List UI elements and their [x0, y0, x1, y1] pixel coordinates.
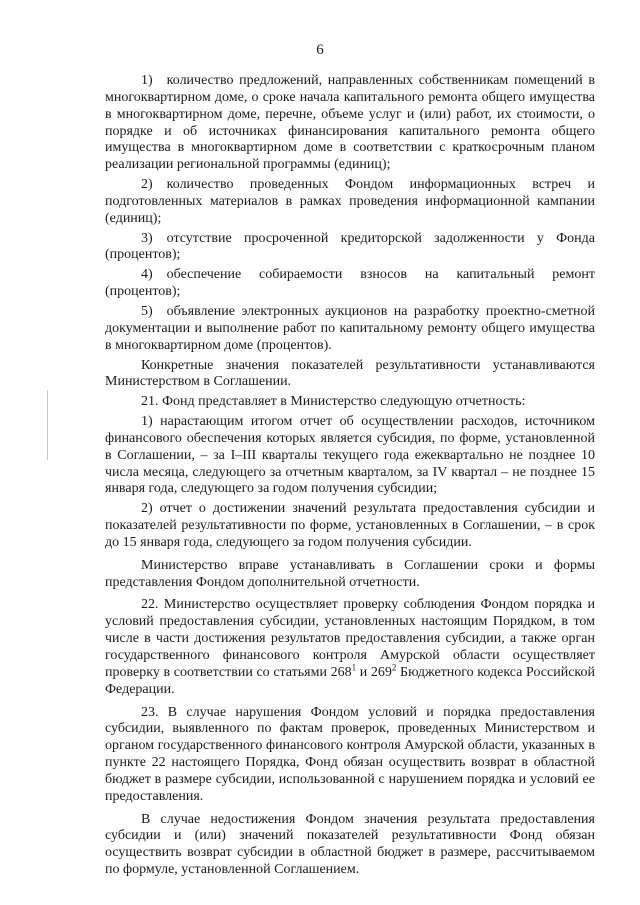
- paragraph-refund: В случае недостижения Фондом значения результата предоставления субсидии и (или) значений показателей результативности Фонд обязан осуществить возврат субсидии в областной бюджет в размере, рассчитываемом по формуле, установленной Соглашением.: [105, 811, 595, 878]
- paragraph-22-text-a: 22. Министерство осуществляет проверку соблюдения Фондом порядка и условий предоставления субсидии, установленных настоящим Порядком, в том числе в части достижения результатов предоставления субсидии, а также орган государственного финансового контроля Амурской области осуществляет проверку в соответствии со статьями 268: [105, 597, 595, 680]
- list-item-report-1: 1) нарастающим итогом отчет об осуществлении расходов, источником финансового обеспечения которых является субсидия, по форме, установленной в Соглашении, – за I–III кварталы текущего года ежеквартально не позднее 10 числа месяца, следующего за отчетным кварталом, за IV квартал – не позднее 15 января года, следующего за годом получения субсидии;: [105, 414, 595, 497]
- footnote-superscript-2: 2: [391, 662, 397, 673]
- scan-margin-mark: [47, 390, 48, 460]
- paragraph-22: [105, 597, 595, 698]
- paragraph-23: 23. В случае нарушения Фондом условий и порядка предоставления субсидии, выявленного по фактам проверок, проведенных Министерством и органом государственного финансового контроля Амурской области, указанных в пункте 22 настоящего Порядка, Фонд обязан осуществить возврат в областной бюджет в размере субсидии, использованной с нарушением порядка и условий ее предоставления.: [105, 704, 595, 804]
- list-item-indicator-4: 4) обеспечение собираемости взносов на капитальный ремонт (процентов);: [105, 267, 595, 300]
- list-item-indicator-5: 5) объявление электронных аукционов на разработку проектно-сметной документации и выполнение работ по капитальному ремонту общего имущества в многоквартирном доме (процентов).: [105, 303, 595, 353]
- paragraph-22-text-c: Бюджетного кодекса Российской Федерации.: [105, 664, 596, 697]
- list-item-indicator-3: 3) отсутствие просроченной кредиторской задолженности у Фонда (процентов);: [105, 230, 595, 263]
- paragraph-indicator-values: Конкретные значения показателей результативности устанавливаются Министерством в Соглашении.: [105, 357, 595, 390]
- paragraph-22-text-b: и 269: [356, 664, 392, 680]
- list-item-indicator-1: 1) количество предложений, направленных собственникам помещений в многоквартирном доме, о сроке начала капитального ремонта общего имущества в многоквартирном доме, перечне, объеме услуг и (или) работ, их стоимости, о порядке и об источниках финансирования капитального ремонта общего имущества в многоквартирном доме в соответствии с краткосрочным планом реализации региональной программы (единиц);: [105, 73, 595, 173]
- paragraph-21-heading: 21. Фонд представляет в Министерство следующую отчетность:: [141, 394, 526, 410]
- paragraph-additional-reporting: Министерство вправе устанавливать в Соглашении сроки и формы представления Фондом дополнительной отчетности.: [105, 557, 595, 590]
- footnote-superscript-1: 1: [351, 662, 357, 673]
- document-body: [105, 73, 595, 879]
- page-number: 6: [316, 42, 324, 58]
- list-item-indicator-2: 2) количество проведенных Фондом информационных встреч и подготовленных материалов в рамках проведения информационной кампании (единиц);: [105, 177, 595, 226]
- list-item-report-2: 2) отчет о достижении значений результата предоставления субсидии и показателей результативности по форме, установленных в Соглашении, – в срок до 15 января года, следующего за годом получения субсидии.: [105, 501, 595, 550]
